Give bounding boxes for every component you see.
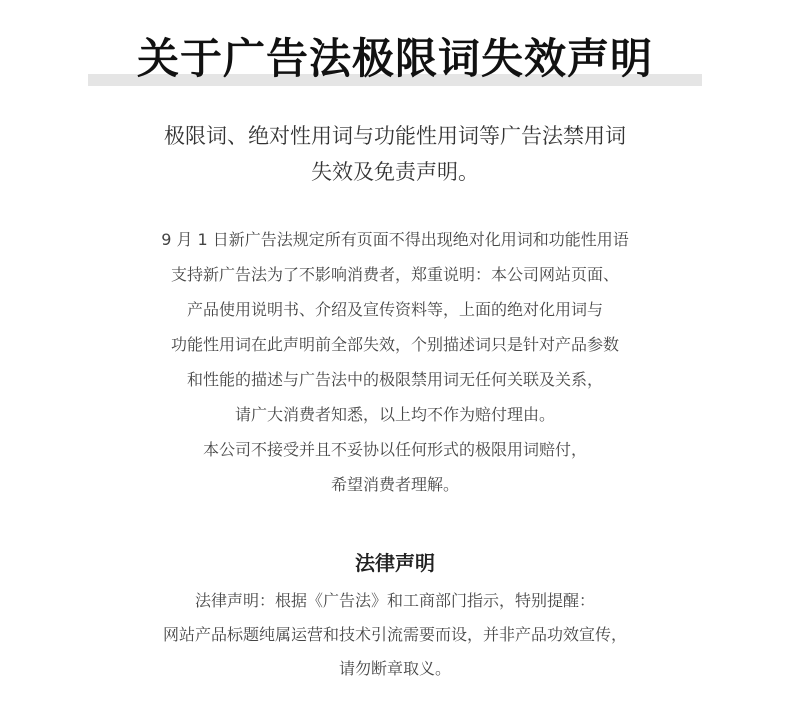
page-header (0, 30, 790, 88)
statement-line: 9 月 1 日新广告法规定所有页面不得出现绝对化用词和功能性用语 (161, 230, 629, 249)
subtitle-line: 失效及免责声明。 (311, 160, 479, 184)
page-title: 关于广告法极限词失效声明 (136, 34, 653, 83)
statement-section (0, 222, 790, 502)
statement-line: 功能性用词在此声明前全部失效，个别描述词只是针对产品参数 (170, 335, 619, 354)
legal-line: 请勿断章取义。 (338, 659, 451, 678)
statement-line: 本公司不接受并且不妥协以任何形式的极限用词赔付， (202, 440, 587, 459)
subtitle-section (0, 118, 790, 190)
legal-section (0, 584, 790, 686)
statement-line: 产品使用说明书、介绍及宣传资料等，上面的绝对化用词与 (186, 300, 603, 319)
statement-line: 希望消费者理解。 (330, 475, 459, 494)
legal-title: 法律声明 (355, 551, 435, 575)
legal-line: 网站产品标题纯属运营和技术引流需要而设，并非产品功效宣传， (162, 625, 627, 644)
statement-line: 请广大消费者知悉，以上均不作为赔付理由。 (234, 405, 555, 424)
statement-line: 支持新广告法为了不影响消费者，郑重说明：本公司网站页面、 (170, 265, 619, 284)
statement-line: 和性能的描述与广告法中的极限禁用词无任何关联及关系， (186, 370, 603, 389)
legal-line: 法律声明：根据《广告法》和工商部门指示，特别提醒： (194, 591, 595, 610)
subtitle-line: 极限词、绝对性用词与功能性用词等广告法禁用词 (164, 124, 626, 148)
